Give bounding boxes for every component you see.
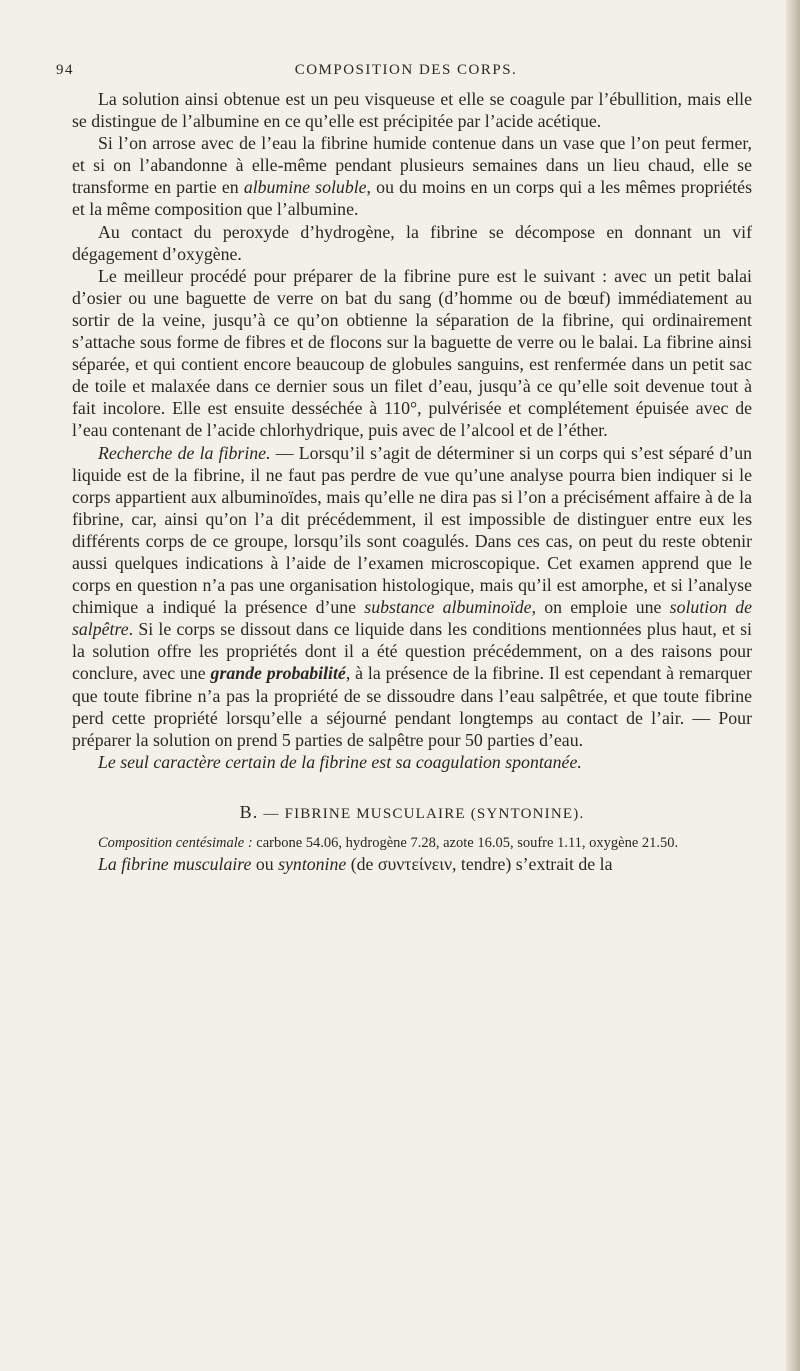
section-letter: B. — [239, 801, 259, 822]
section-title-text: — FIBRINE MUSCULAIRE (SYNTONINE). — [258, 805, 585, 822]
paragraph-6-text: Le seul caractère certain de la fibrine est sa coagulation spontanée. — [98, 751, 582, 772]
paragraph-5-emphasis-2: solution de salpêtre — [72, 597, 752, 640]
last-emphasis-1: La fibrine musculaire — [98, 854, 252, 874]
paragraph-5-text-a: — Lorsqu’il s’agit de déterminer si un corps qui s’est séparé d’un liquide est de la fibrine, il ne faut pas perdre de vue qu’une analyse pourra bien indiquer si le corps appartient aux albuminoïdes, mais qu’elle ne dira pas si l’on a précisément affaire à de la fibrine, car, ainsi qu’on l’a dit précédemment, il est impossible de distinguer entre eux les différents corps de ce groupe, lorsqu’ils sont coagulés. Dans ces cas, on peut du reste obtenir aussi quelques indications à l’aide de l’examen microscopique. Cet examen apprend que le corps en question n’a pas une organisation histologique, mais qu’il est amorphe, et si l’analyse chimique a indiqué la présence d’une — [72, 442, 753, 618]
paragraph-5-text-d: , à la présence de la fibrine. Il est cependant à remarquer que toute fibrine n’a pas la propriété de se dissoudre dans l’eau salpêtrée, et que toute fibrine perd cette propriété lorsqu’elle a séjourné pendant longtemps au contact de l’air. — Pour préparer la solution on prend 5 parties de salpêtre pour 50 parties d’eau. — [72, 663, 752, 750]
paragraph-2-text-b: , ou du moins en un corps qui a les mêmes propriétés et la même composition que l’albumine. — [72, 177, 752, 220]
paragraph-5-text-c: . Si le corps se dissout dans ce liquide dans les conditions mentionnées plus haut, et si la solution offre les propriétés dont il a été question précédemment, on a des raisons pour conclure, avec une — [72, 619, 752, 684]
composition-line — [72, 833, 752, 853]
paragraph-2-text-a: Si l’on arrose avec de l’eau la fibrine humide contenue dans un vase que l’on peut fermer, et si on l’abandonne à elle-même pendant plusieurs semaines dans un lieu chaud, elle se transforme en partie en — [72, 133, 752, 198]
composition-values: carbone 54.06, hydrogène 7.28, azote 16.05, soufre 1.11, oxygène 21.50. — [252, 835, 679, 851]
paragraph-1: La solution ainsi obtenue est un peu visqueuse et elle se coagule par l’ébullition, mais elle se distingue de l’albumine en ce qu’elle est précipitée par l’acide acétique. — [72, 89, 752, 132]
subsection-heading: Recherche de la fibrine. — [98, 442, 271, 463]
paragraph-5-emphasis-3: grande probabilité — [210, 663, 346, 684]
page-number: 94 — [56, 62, 74, 78]
paragraph-2-emphasis: albumine soluble — [243, 177, 367, 198]
running-title: COMPOSITION DES CORPS. — [294, 62, 518, 78]
paragraph-4: Le meilleur procédé pour préparer de la fibrine pure est le suivant : avec un petit balai d’osier ou une baguette de verre on bat du sang (d’homme ou de bœuf) immédiatement au sortir de la veine, jusqu’à ce qu’on obtienne la séparation de la fibrine, qui ordinairement s’attache sous forme de fibres et de flocons sur la baguette de verre ou le balai. La fibrine ainsi séparée, et qui contient encore beaucoup de globules sanguins, est renfermée dans un petit sac de toile et malaxée dans ce dernier sous un filet d’eau, jusqu’à ce qu’elle soit devenue tout à fait incolore. Elle est ensuite desséchée à 110°, pulvérisée et complétement épuisée avec de l’eau contenant de l’acide chlorhydrique, puis avec de l’alcool et de l’éther. — [72, 265, 752, 441]
page-body — [72, 88, 752, 875]
last-text-b: (de συντείνειν, tendre) s’extrait de la — [346, 854, 613, 874]
paragraph-5 — [72, 442, 752, 751]
page-edge — [786, 0, 800, 1371]
section-gap — [72, 773, 752, 801]
section-heading — [72, 801, 752, 825]
paragraph-2 — [72, 132, 752, 220]
composition-label: Composition centésimale : — [98, 835, 253, 851]
paragraph-5-text-b: , on emploie une — [531, 597, 670, 618]
last-text-a: ou — [251, 854, 279, 874]
last-emphasis-2: syntonine — [278, 854, 347, 874]
paragraph-6 — [72, 751, 752, 773]
last-paragraph — [72, 853, 752, 875]
paragraph-3: Au contact du peroxyde d’hydrogène, la fibrine se décompose en donnant un vif dégagement d’oxygène. — [72, 221, 752, 264]
paragraph-5-emphasis-1: substance albuminoïde — [364, 597, 532, 618]
page-header — [56, 62, 756, 86]
